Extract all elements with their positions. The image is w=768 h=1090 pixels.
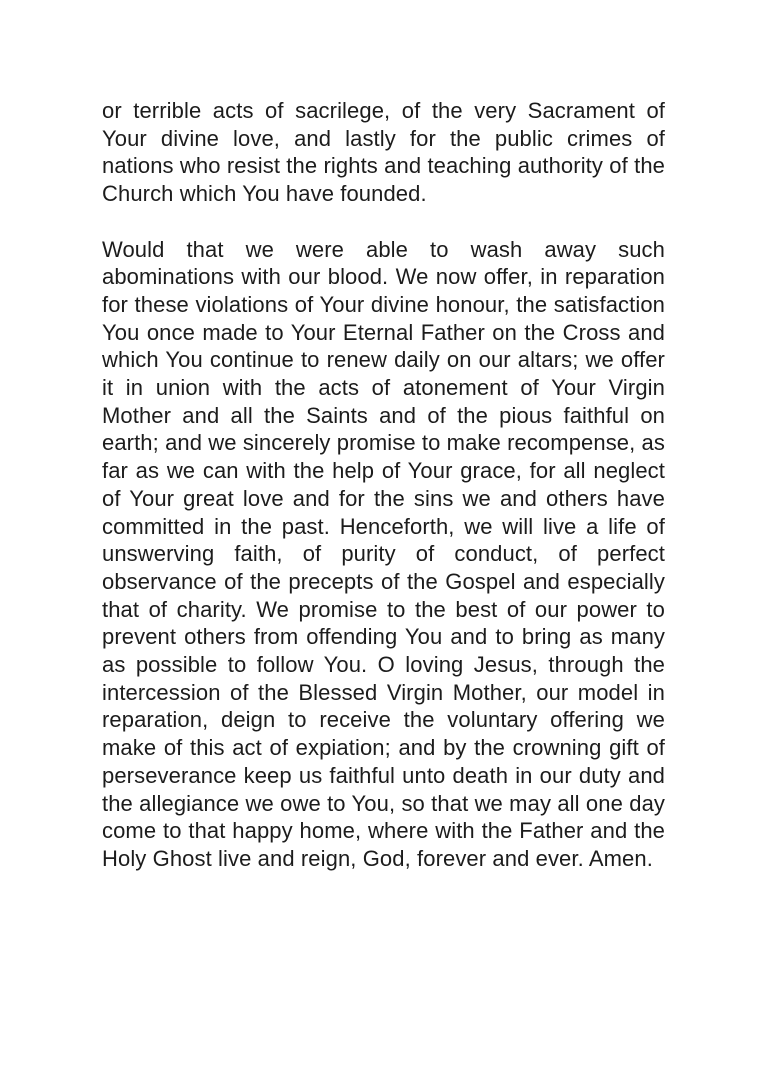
paragraph-2: Would that we were able to wash away such abominations with our blood. We now offer, in reparation for these violations of Your divine honour, the satisfaction You once made to Your Eternal Father on the Cross and which You continue to renew daily on our altars; we offer it in union with the acts of atonement of Your Virgin Mother and all the Saints and of the pious faithful on earth; and we sincerely promise to make recompense, as far as we can with the help of Your grace, for all neglect of Your great love and for the sins we and others have committed in the past. Henceforth, we will live a life of unswerving faith, of purity of conduct, of perfect observance of the precepts of the Gospel and especially that of charity. We promise to the best of our power to prevent others from offending You and to bring as many as possible to follow You. O loving Jesus, through the intercession of the Blessed Virgin Mother, our model in reparation, deign to receive the voluntary offering we make of this act of expiation; and by the crowning gift of perseverance keep us faithful unto death in our duty and the allegiance we owe to You, so that we may all one day come to that happy home, where with the Father and the Holy Ghost live and reign, God, forever and ever. Amen. (102, 236, 665, 871)
paragraph-1: or terrible acts of sacrilege, of the very Sacrament of Your divine love, and lastly for the public crimes of nations who resist the rights and teaching authority of the Church which You have founded. (102, 98, 665, 207)
prayer-text-block (102, 97, 665, 873)
